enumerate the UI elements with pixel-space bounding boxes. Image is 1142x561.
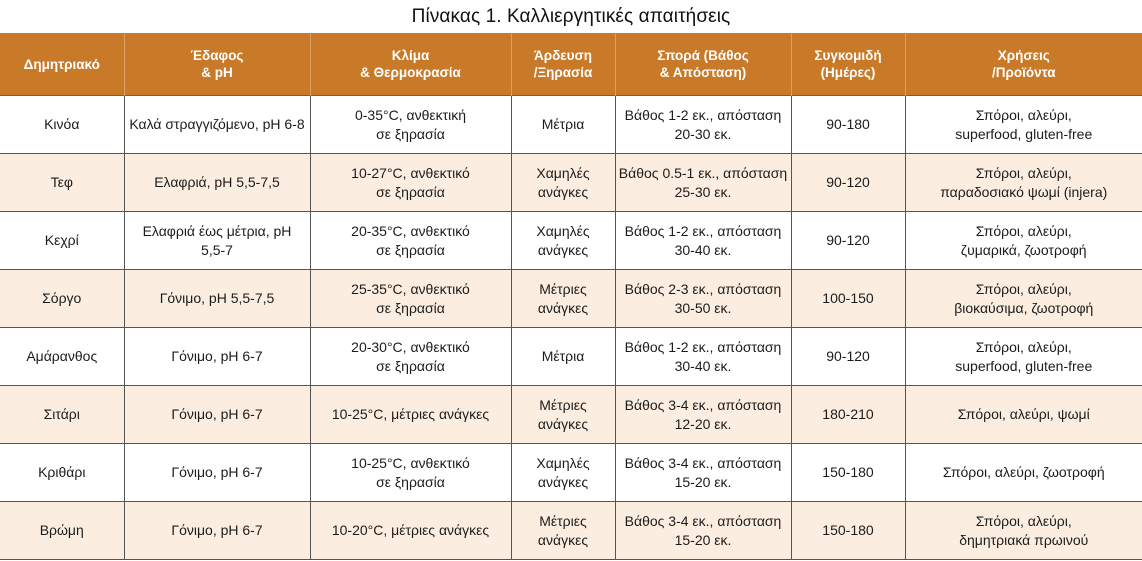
requirements-table (0, 33, 1142, 560)
header-label: Συγκομιδή (Ημέρες) (814, 48, 882, 80)
cell-text: Σπόροι, αλεύρι, δημητριακά πρωινού (959, 512, 1089, 548)
cell-sowing (615, 444, 791, 502)
cell-sowing (615, 328, 791, 386)
cell-uses (905, 270, 1142, 328)
cell-text: 10-20°C, μέτριες ανάγκες (331, 522, 490, 538)
cell-irrigation (511, 502, 615, 560)
cell-text: Μέτρια (541, 116, 585, 132)
header-cell-cereal (0, 33, 124, 96)
cell-text: Σόργο (42, 290, 82, 306)
cell-text: Σπόροι, αλεύρι, superfood, gluten-free (955, 338, 1093, 374)
cell-cereal (0, 270, 124, 328)
cell-soil (124, 212, 310, 270)
cell-soil (124, 96, 310, 154)
cell-text: Βάθος 3-4 εκ., απόσταση 15-20 εκ. (624, 512, 782, 548)
cell-soil (124, 502, 310, 560)
cell-climate (310, 212, 511, 270)
cell-text: 90-120 (826, 232, 870, 248)
cell-text: Κριθάρι (38, 464, 86, 480)
cell-text: Σπόροι, αλεύρι, ζυμαρικά, ζωοτροφή (960, 222, 1087, 258)
cell-text: 90-180 (826, 116, 870, 132)
header-label: Έδαφος & pH (190, 48, 244, 80)
cell-climate (310, 96, 511, 154)
cell-text: Βάθος 1-2 εκ., απόσταση 20-30 εκ. (624, 106, 782, 142)
cell-text: Βάθος 0.5-1 εκ., απόσταση 25-30 εκ. (618, 164, 788, 200)
cell-text: Μέτριες ανάγκες (537, 512, 589, 548)
cell-text: 150-180 (822, 522, 874, 538)
cell-soil (124, 386, 310, 444)
header-label: Χρήσεις /Προϊόντα (991, 48, 1056, 80)
cell-text: 90-120 (826, 174, 870, 190)
cell-text: Γόνιμο, pH 6-7 (171, 522, 263, 538)
header-label: Άρδευση /Ξηρασία (533, 48, 593, 80)
cell-climate (310, 502, 511, 560)
cell-text: 100-150 (822, 290, 874, 306)
cell-irrigation (511, 154, 615, 212)
cell-text: 0-35°C, ανθεκτική σε ξηρασία (354, 106, 467, 142)
cell-climate (310, 270, 511, 328)
cell-text: 180-210 (822, 406, 874, 422)
cell-text: Σπόροι, αλεύρι, παραδοσιακό ψωμί (injera) (940, 164, 1108, 200)
table-row (0, 328, 1142, 386)
cell-cereal (0, 96, 124, 154)
table-row (0, 154, 1142, 212)
cell-text: Γόνιμο, pH 6-7 (171, 406, 263, 422)
cell-uses (905, 502, 1142, 560)
cell-uses (905, 154, 1142, 212)
cell-text: Βάθος 1-2 εκ., απόσταση 30-40 εκ. (624, 222, 782, 258)
cell-text: Σπόροι, αλεύρι, superfood, gluten-free (955, 106, 1093, 142)
cell-cereal (0, 502, 124, 560)
cell-irrigation (511, 270, 615, 328)
header-cell-irrigation (511, 33, 615, 96)
cell-harvest (791, 386, 905, 444)
header-cell-climate (310, 33, 511, 96)
cell-climate (310, 154, 511, 212)
cell-climate (310, 444, 511, 502)
cell-text: 90-120 (826, 348, 870, 364)
cell-text: Γόνιμο, pH 5,5-7,5 (159, 290, 275, 306)
cell-text: Βάθος 2-3 εκ., απόσταση 30-50 εκ. (624, 280, 782, 316)
cell-sowing (615, 270, 791, 328)
header-cell-soil (124, 33, 310, 96)
header-label: Σπορά (Βάθος & Απόσταση) (657, 48, 749, 80)
cell-text: Χαμηλές ανάγκες (536, 222, 590, 258)
table-row (0, 212, 1142, 270)
cell-soil (124, 444, 310, 502)
cell-harvest (791, 328, 905, 386)
cell-text: Αμάρανθος (26, 348, 98, 364)
cell-uses (905, 212, 1142, 270)
cell-soil (124, 270, 310, 328)
cell-climate (310, 386, 511, 444)
cell-text: Τεφ (50, 174, 73, 190)
cell-soil (124, 328, 310, 386)
cell-text: Βάθος 3-4 εκ., απόσταση 12-20 εκ. (624, 396, 782, 432)
cell-text: Ελαφριά, pH 5,5-7,5 (154, 174, 280, 190)
cell-text: 10-25°C, μέτριες ανάγκες (331, 406, 490, 422)
header-cell-uses (905, 33, 1142, 96)
cell-text: Ελαφριά έως μέτρια, pH 5,5-7 (142, 222, 292, 258)
cell-text: Σπόροι, αλεύρι, βιοκαύσιμα, ζωοτροφή (954, 280, 1094, 316)
cell-cereal (0, 212, 124, 270)
header-cell-harvest (791, 33, 905, 96)
cell-text: Γόνιμο, pH 6-7 (171, 348, 263, 364)
cell-harvest (791, 96, 905, 154)
cell-sowing (615, 212, 791, 270)
table-row (0, 96, 1142, 154)
table-header (0, 33, 1142, 96)
cell-uses (905, 96, 1142, 154)
cell-uses (905, 444, 1142, 502)
cell-text: Γόνιμο, pH 6-7 (171, 464, 263, 480)
cell-harvest (791, 444, 905, 502)
cell-text: Χαμηλές ανάγκες (536, 454, 590, 490)
header-label: Δημητριακό (23, 56, 100, 72)
cell-harvest (791, 212, 905, 270)
cell-text: 25-35°C, ανθεκτικό σε ξηρασία (351, 280, 470, 316)
cell-text: Βρώμη (39, 522, 84, 538)
cell-text: Σιτάρι (43, 406, 80, 422)
cell-irrigation (511, 212, 615, 270)
cell-irrigation (511, 328, 615, 386)
cell-irrigation (511, 386, 615, 444)
cell-cereal (0, 154, 124, 212)
cell-irrigation (511, 96, 615, 154)
header-cell-sowing (615, 33, 791, 96)
header-label: Κλίμα & Θερμοκρασία (360, 48, 461, 80)
cell-uses (905, 328, 1142, 386)
cell-text: Βάθος 3-4 εκ., απόσταση 15-20 εκ. (624, 454, 782, 490)
cell-sowing (615, 154, 791, 212)
cell-text: Μέτριες ανάγκες (537, 280, 589, 316)
cell-text: 10-27°C, ανθεκτικό σε ξηρασία (351, 164, 470, 200)
cell-text: 10-25°C, ανθεκτικό σε ξηρασία (351, 454, 470, 490)
cell-sowing (615, 96, 791, 154)
cell-uses (905, 386, 1142, 444)
cell-soil (124, 154, 310, 212)
table-row (0, 270, 1142, 328)
cell-harvest (791, 270, 905, 328)
cell-text: Μέτρια (541, 348, 585, 364)
cell-text: Σπόροι, αλεύρι, ψωμί (957, 406, 1090, 422)
cell-cereal (0, 328, 124, 386)
cell-text: Κινόα (44, 116, 80, 132)
table-row (0, 444, 1142, 502)
cell-text: Μέτριες ανάγκες (537, 396, 589, 432)
cell-irrigation (511, 444, 615, 502)
table-row (0, 386, 1142, 444)
cell-text: Βάθος 1-2 εκ., απόσταση 30-40 εκ. (624, 338, 782, 374)
table-title: Πίνακας 1. Καλλιεργητικές απαιτήσεις (411, 6, 731, 27)
cell-sowing (615, 502, 791, 560)
cell-climate (310, 328, 511, 386)
cell-cereal (0, 386, 124, 444)
table-body (0, 96, 1142, 560)
cell-sowing (615, 386, 791, 444)
cell-text: Κεχρί (44, 232, 79, 248)
cell-text: Σπόροι, αλεύρι, ζωοτροφή (942, 464, 1105, 480)
cell-text: Χαμηλές ανάγκες (536, 164, 590, 200)
cell-harvest (791, 154, 905, 212)
cell-text: 20-35°C, ανθεκτικό σε ξηρασία (351, 222, 470, 258)
header-row (0, 33, 1142, 96)
table-row (0, 502, 1142, 560)
cell-harvest (791, 502, 905, 560)
cell-text: 20-30°C, ανθεκτικό σε ξηρασία (351, 338, 470, 374)
cell-text: 150-180 (822, 464, 874, 480)
cell-cereal (0, 444, 124, 502)
cell-text: Καλά στραγγιζόμενο, pH 6-8 (129, 116, 305, 132)
